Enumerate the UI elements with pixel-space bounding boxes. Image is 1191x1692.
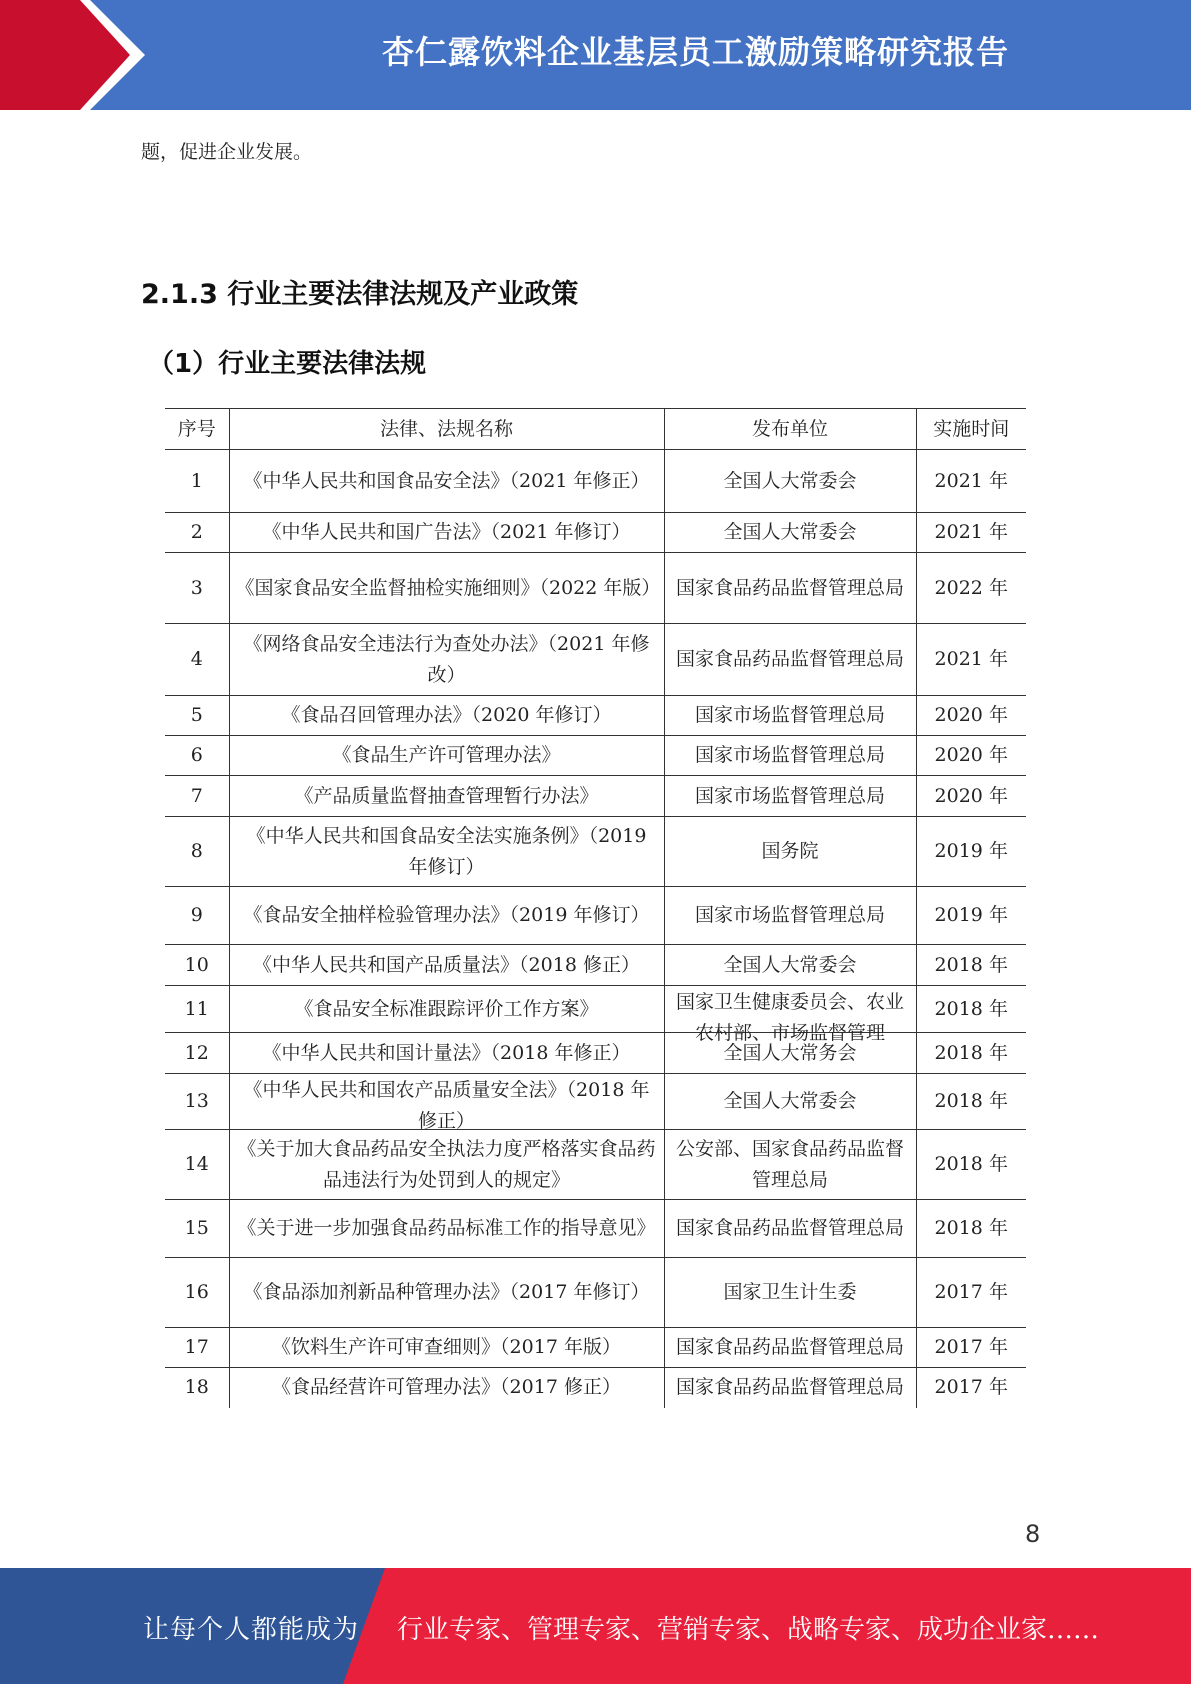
effective-year-text: 2017 年 [934,1376,1008,1399]
issuing-body-text: 国家食品药品监督管理总局 [675,576,904,599]
issuing-body-text: 全国人大常委会 [723,469,857,492]
law-name [229,1258,664,1328]
column-header: 法律、法规名称 [229,409,664,450]
row-index-text: 12 [184,1041,209,1064]
effective-year [916,1258,1026,1328]
effective-year [916,1130,1026,1200]
row-index [165,887,229,945]
law-name-text: 《国家食品安全监督抽检实施细则》（2022 年版） [235,576,661,599]
row-index [165,986,229,1033]
law-name-text: 《食品安全抽样检验管理办法》（2019 年修订） [243,904,650,926]
effective-year [916,817,1026,887]
row-index-text: 7 [190,784,203,807]
column-header: 发布单位 [664,409,916,450]
issuing-body [664,1074,916,1130]
issuing-body-text: 国家卫生计生委 [723,1281,857,1303]
law-name [229,887,664,945]
row-index [165,450,229,513]
issuing-body [664,776,916,817]
table-row [165,736,1026,776]
row-index [165,817,229,887]
row-index [165,1200,229,1258]
issuing-body-text: 公安部、国家食品药品监督管理总局 [675,1137,904,1191]
issuing-body [664,817,916,887]
row-index-text: 10 [184,953,209,976]
row-index [165,776,229,817]
law-name [229,1130,664,1200]
table-row [165,986,1026,1033]
table-row [165,776,1026,817]
effective-year [916,553,1026,624]
law-name-text: 《食品生产许可管理办法》 [332,744,561,766]
issuing-body-text: 全国人大常委会 [723,1090,857,1112]
effective-year [916,1074,1026,1130]
table-row [165,553,1026,624]
row-index-text: 5 [190,704,203,726]
table-row [165,817,1026,887]
table-row [165,1328,1026,1368]
issuing-body-text: 国家食品药品监督管理总局 [675,1336,904,1358]
footer-slogan-right: 行业专家、管理专家、营销专家、战略专家、成功企业家…… [397,1615,1100,1645]
issuing-body [664,986,916,1044]
effective-year-text: 2021 年 [934,521,1008,543]
law-name-text: 《产品质量监督抽查管理暂行办法》 [294,784,599,807]
issuing-body-text: 国家卫生健康委员会、农业农村部、市场监督管理 [675,990,904,1044]
issuing-body-text: 全国人大常委会 [723,953,857,976]
effective-year [916,986,1026,1033]
effective-year-text: 2018 年 [934,1217,1008,1239]
table-row [165,696,1026,736]
row-index [165,553,229,624]
law-name-text: 《网络食品安全违法行为查处办法》（2021 年修改） [243,632,650,686]
law-name [229,1033,664,1074]
row-index [165,1130,229,1200]
law-name [229,817,664,887]
law-name-text: 《中华人民共和国食品安全法》（2021 年修正） [243,469,650,492]
law-name-text: 《食品召回管理办法》（2020 年修订） [281,704,612,726]
column-header: 序号 [165,409,229,450]
issuing-body-text: 国务院 [761,840,819,862]
law-name-text: 《食品经营许可管理办法》（2017 修正） [272,1376,621,1399]
row-index [165,1368,229,1408]
issuing-body-text: 国家食品药品监督管理总局 [675,1376,904,1399]
effective-year-text: 2022 年 [934,576,1008,599]
page-footer [0,1568,1191,1684]
table-row [165,1258,1026,1328]
effective-year-text: 2020 年 [934,704,1008,726]
law-name-text: 《食品添加剂新品种管理办法》（2017 年修订） [243,1281,650,1303]
row-index-text: 3 [190,576,203,599]
subsection-heading: （1）行业主要法律法规 [148,349,427,379]
effective-year [916,1033,1026,1074]
row-index-text: 16 [184,1281,209,1303]
effective-year-text: 2017 年 [934,1281,1008,1303]
row-index [165,513,229,553]
effective-year-text: 2018 年 [934,953,1008,976]
row-index-text: 1 [190,469,203,492]
issuing-body [664,945,916,986]
effective-year-text: 2018 年 [934,1041,1008,1064]
law-name [229,945,664,986]
effective-year-text: 2018 年 [934,1090,1008,1112]
table-row [165,887,1026,945]
row-index [165,1258,229,1328]
table-row [165,1074,1026,1130]
law-name [229,450,664,513]
issuing-body [664,1368,916,1408]
issuing-body [664,450,916,513]
effective-year [916,776,1026,817]
law-name-text: 《关于进一步加强食品药品标准工作的指导意见》 [237,1217,656,1239]
issuing-body [664,624,916,696]
row-index-text: 9 [190,904,203,926]
row-index-text: 4 [190,648,203,670]
table-row [165,624,1026,696]
issuing-body [664,513,916,553]
law-name [229,696,664,736]
law-name-text: 《中华人民共和国广告法》（2021 年修订） [262,521,631,543]
issuing-body-text: 国家食品药品监督管理总局 [675,648,904,670]
page-header [0,0,1191,110]
effective-year [916,1200,1026,1258]
issuing-body [664,1258,916,1328]
issuing-body-text: 全国人大常务会 [723,1041,857,1064]
law-name [229,1200,664,1258]
effective-year-text: 2020 年 [934,784,1008,807]
row-index [165,1328,229,1368]
table-header-row [165,409,1026,450]
row-index [165,736,229,776]
table-row [165,945,1026,986]
table-row [165,1368,1026,1408]
law-name [229,986,664,1033]
issuing-body [664,1200,916,1258]
effective-year-text: 2021 年 [934,469,1008,492]
law-name-text: 《中华人民共和国农产品质量安全法》（2018 年修正） [243,1078,650,1132]
effective-year [916,945,1026,986]
issuing-body [664,736,916,776]
header-title: 杏仁露饮料企业基层员工激励策略研究报告 [381,33,1009,71]
effective-year [916,696,1026,736]
effective-year-text: 2017 年 [934,1336,1008,1358]
effective-year [916,513,1026,553]
table-row [165,1033,1026,1074]
column-header: 实施时间 [916,409,1026,450]
law-name [229,1368,664,1408]
row-index-text: 2 [190,521,203,543]
row-index-text: 14 [184,1153,209,1175]
issuing-body-text: 全国人大常委会 [723,521,857,543]
issuing-body-text: 国家市场监督管理总局 [694,744,885,766]
row-index [165,696,229,736]
effective-year [916,736,1026,776]
issuing-body-text: 国家市场监督管理总局 [694,904,885,926]
law-name [229,736,664,776]
table-row [165,450,1026,513]
table-row [165,1130,1026,1200]
row-index-text: 15 [184,1217,209,1239]
issuing-body [664,887,916,945]
effective-year [916,624,1026,696]
footer-slogan-left: 让每个人都能成为 [143,1615,360,1645]
law-name-text: 《中华人民共和国计量法》（2018 年修正） [262,1041,631,1064]
paragraph-text: 题，促进企业发展。 [141,141,313,163]
row-index-text: 8 [190,840,203,862]
row-index [165,945,229,986]
effective-year-text: 2018 年 [934,997,1008,1020]
header-arrow-decoration [0,0,150,110]
effective-year-text: 2019 年 [934,904,1008,926]
law-name [229,624,664,696]
effective-year-text: 2020 年 [934,744,1008,766]
table-row [165,513,1026,553]
row-index-text: 18 [184,1376,209,1399]
issuing-body-text: 国家食品药品监督管理总局 [675,1217,904,1239]
effective-year [916,450,1026,513]
law-name [229,1328,664,1368]
effective-year-text: 2018 年 [934,1153,1008,1175]
issuing-body [664,1328,916,1368]
row-index-text: 13 [184,1090,209,1112]
law-name [229,1074,664,1130]
law-name [229,776,664,817]
law-name-text: 《饮料生产许可审查细则》（2017 年版） [272,1336,621,1358]
section-heading: 2.1.3 行业主要法律法规及产业政策 [141,279,579,310]
table-row [165,1200,1026,1258]
effective-year-text: 2019 年 [934,840,1008,862]
effective-year [916,1328,1026,1368]
issuing-body [664,553,916,624]
law-name-text: 《食品安全标准跟踪评价工作方案》 [294,997,599,1020]
law-name [229,553,664,624]
row-index-text: 11 [184,997,209,1020]
law-name [229,513,664,553]
issuing-body [664,1130,916,1200]
row-index [165,1074,229,1130]
issuing-body-text: 国家市场监督管理总局 [694,784,885,807]
law-name-text: 《中华人民共和国产品质量法》（2018 修正） [253,953,640,976]
effective-year-text: 2021 年 [934,648,1008,670]
row-index [165,624,229,696]
page-number: 8 [1025,1520,1041,1548]
row-index-text: 6 [190,744,203,766]
effective-year [916,1368,1026,1408]
row-index-text: 17 [184,1336,209,1358]
issuing-body [664,696,916,736]
law-name-text: 《关于加大食品药品安全执法力度严格落实食品药品违法行为处罚到人的规定》 [237,1137,656,1191]
row-index [165,1033,229,1074]
law-name-text: 《中华人民共和国食品安全法实施条例》（2019 年修订） [246,824,647,878]
laws-table [165,408,1026,1408]
effective-year [916,887,1026,945]
issuing-body-text: 国家市场监督管理总局 [694,704,885,726]
